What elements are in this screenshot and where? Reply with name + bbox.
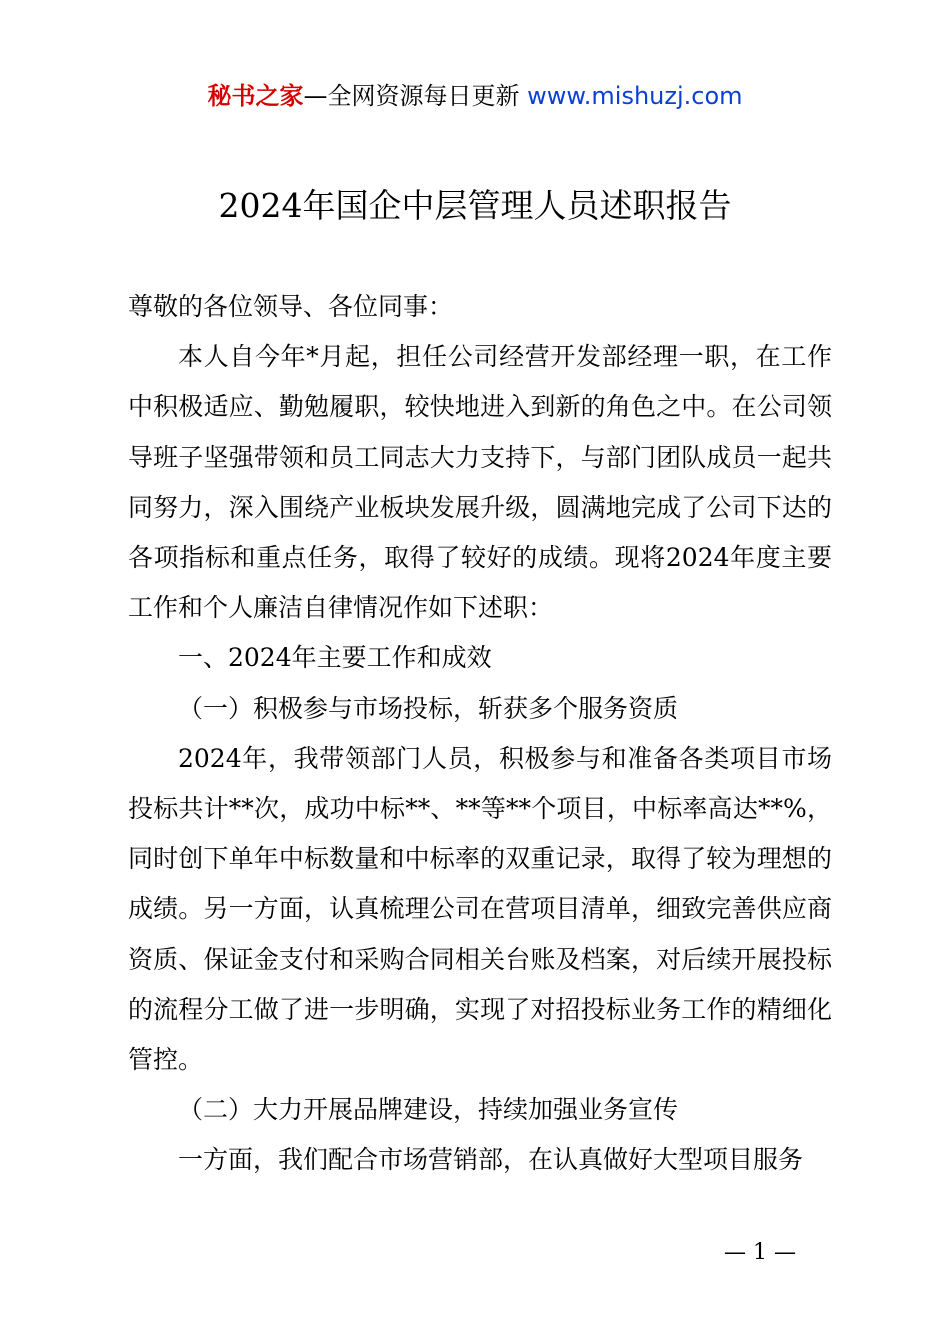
site-url-link[interactable]: www.mishuzj.com — [527, 82, 743, 110]
paragraph: 一方面，我们配合市场营销部，在认真做好大型项目服务 — [178, 1145, 804, 1175]
subsection-heading: （一）积极参与市场投标，斩获多个服务资质 — [178, 693, 679, 723]
brand-name: 秘书之家 — [207, 82, 304, 110]
section-heading: 一、2024年主要工作和成效 — [178, 643, 492, 673]
site-banner — [0, 80, 950, 112]
document-body — [128, 282, 832, 1186]
paragraph-intro: 本人自今年*月起，担任公司经营开发部经理一职，在工作中积极适应、勤勉履职，较快地进入到新的角色之中。在公司领导班子坚强带领和员工同志大力支持下，与部门团队成员一起共同努力，深入围绕产业板块发展升级，圆满地完成了公司下达的各项指标和重点任务，取得了较好的成绩。现将2024年度主要工作和个人廉洁自律情况作如下述职： — [128, 342, 832, 623]
banner-slogan: —全网资源每日更新 — [303, 82, 528, 110]
salutation: 尊敬的各位领导、各位同事： — [128, 292, 454, 321]
subsection-heading: （二）大力开展品牌建设，持续加强业务宣传 — [178, 1095, 679, 1125]
document-title: 2024年国企中层管理人员述职报告 — [218, 186, 732, 225]
page-number: — 1 — — [724, 1240, 796, 1265]
paragraph: 2024年，我带领部门人员，积极参与和准备各类项目市场投标共计**次，成功中标**、**等**个项目，中标率高达**%，同时创下单年中标数量和中标率的双重记录，取得了较为理想的成绩。另一方面，认真梳理公司在营项目清单，细致完善供应商资质、保证金支付和采购合同相关台账及档案，对后续开展投标的流程分工做了进一步明确，实现了对招投标业务工作的精细化管控。 — [128, 743, 832, 1075]
